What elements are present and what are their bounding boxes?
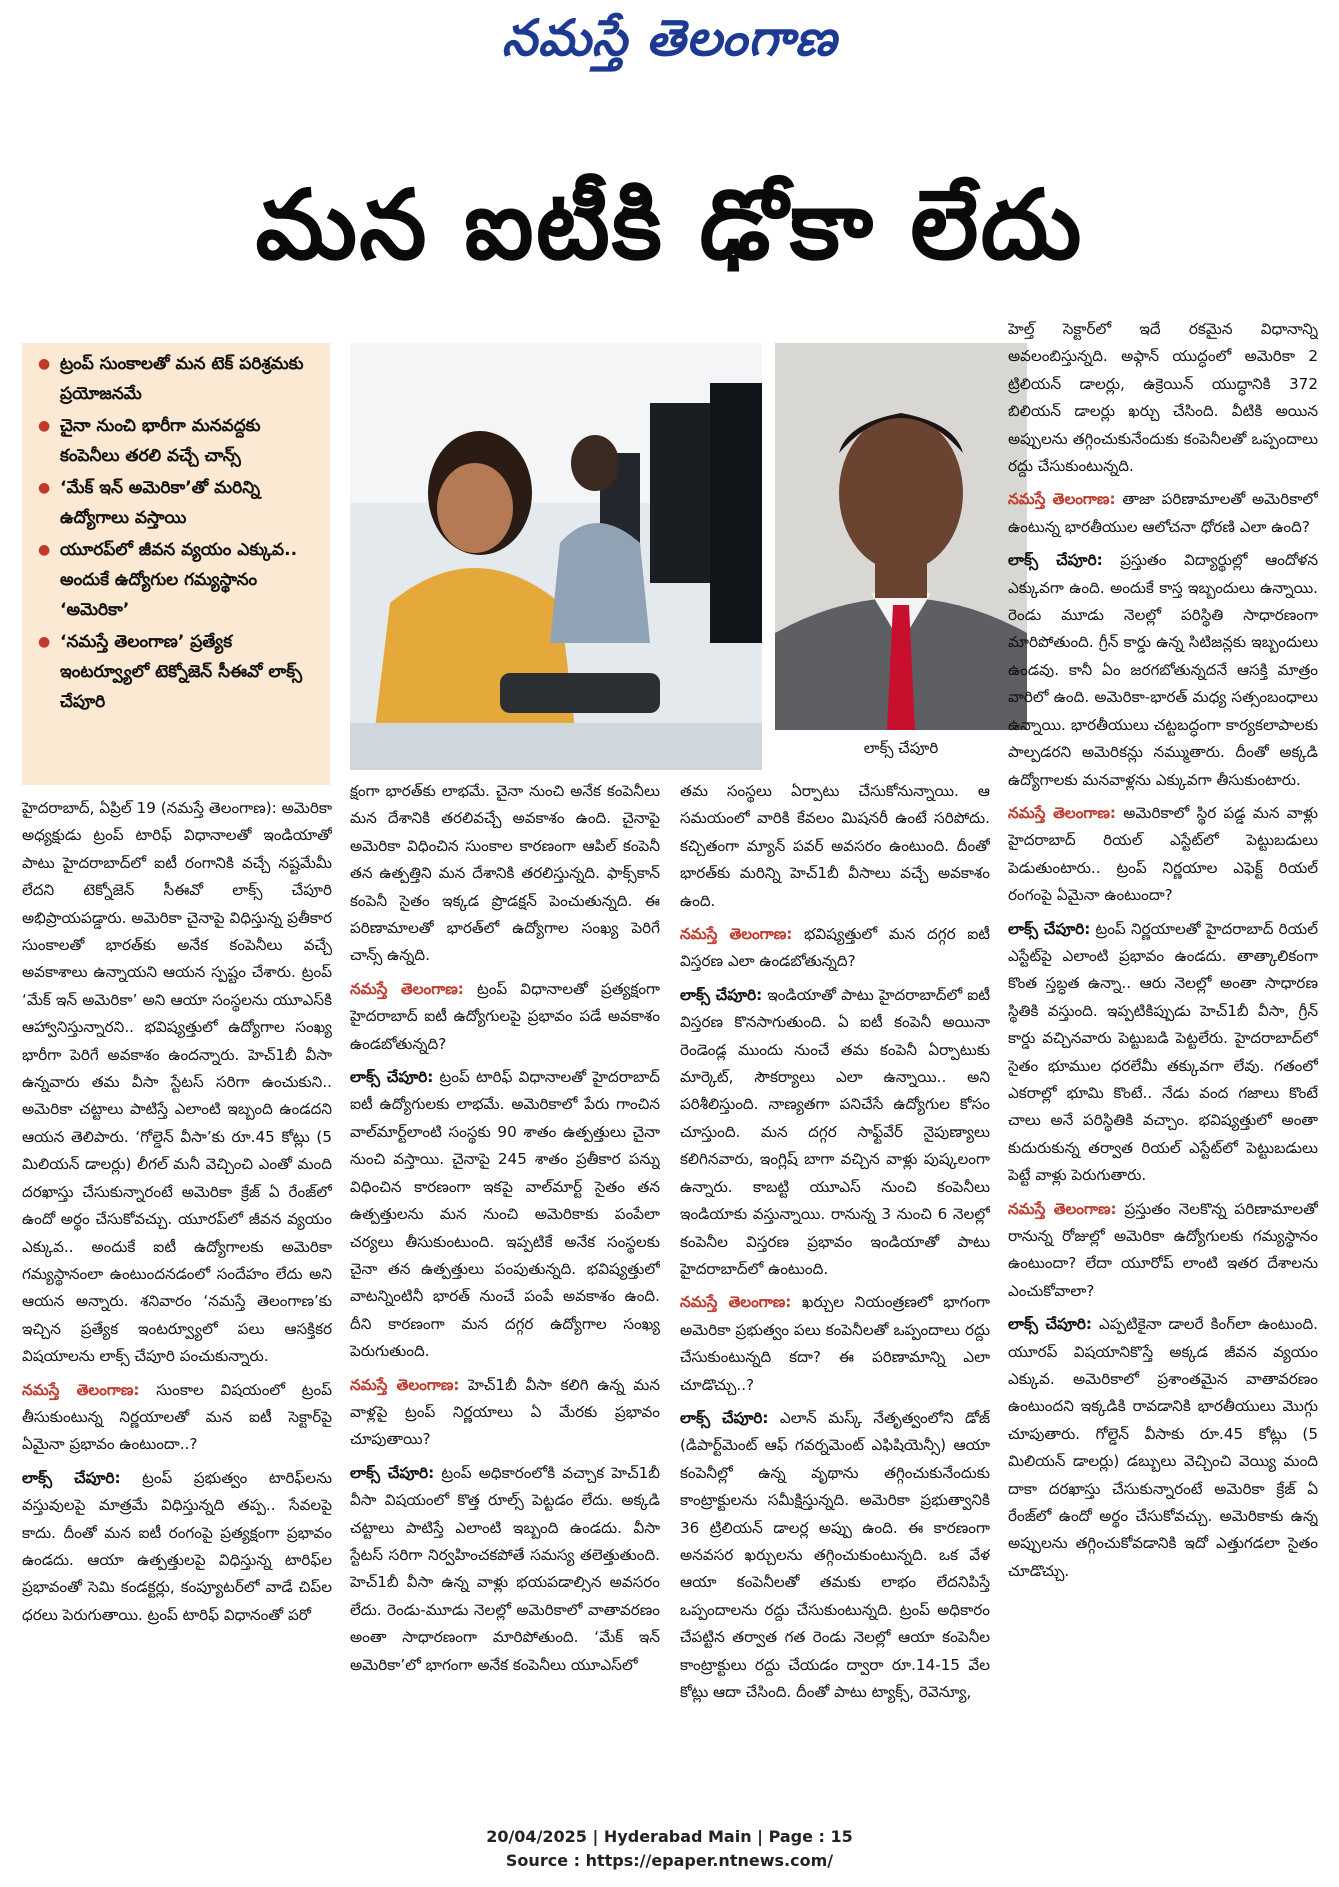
question-label: నమస్తే తెలంగాణ: [1008, 490, 1116, 509]
masthead [0, 8, 1339, 70]
answer-label: లాక్స్ చేపూరి: [350, 1068, 434, 1087]
answer-5 [680, 1405, 990, 1706]
answer-1-cont: క్షంగా భారత్‌కు లాభమే. చైనా నుంచి అనేక కంపెనీలు మన దేశానికి తరలివచ్చే అవకాశం ఉంది. చైనాపై అమెరికా విధించిన సుంకాల కారణంగా ఆపిల్ కంపెనీ తన ఉత్పత్తిని మన దేశానికి తరలిస్తున్నది. ఫాక్స్‌కాన్ కంపెనీ సైతం ఇక్కడ ప్రొడక్షన్ పెంచుతున్నది. ఈ పరిణామాలతో భారత్‌లో ఉద్యోగాల సంఖ్య పెరిగే చాన్స్ ఉన్నది. [350, 782, 660, 965]
answer-label: లాక్స్ చేపూరి: [680, 1408, 769, 1427]
answer-label: లాక్స్ చేపూరి: [1008, 1315, 1093, 1334]
footer-source[interactable]: Source : https://epaper.ntnews.com/ [505, 1851, 834, 1870]
answer-5-cont: హెల్త్ సెక్టార్‌లో ఇదే రకమైన విధానాన్ని అవలంబిస్తున్నది. అఫ్గాన్ యుద్ధంలో అమెరికా 2 ట్రిలియన్ డాలర్లు, ఉక్రెయిన్ యుద్ధానికి 372 బిలియన్ డాలర్లు ఖర్చు చేసింది. వీటికి అయిన అప్పులను తగ్గించుకునేందుకు కంపెనీలతో ఒప్పందాలు రద్దు చేసుకుంటున్నది. [1008, 320, 1318, 476]
question-label: నమస్తే తెలంగాణ: [1008, 1199, 1117, 1218]
footer-date-page: 20/04/2025 | Hyderabad Main | Page : 15 [486, 1827, 853, 1846]
question-text: ఖర్చుల నియంత్రణలో భాగంగా అమెరికా ప్రభుత్వం పలు కంపెనీలతో ఒప్పందాలు రద్దు చేసుకుంటున్నది కదా? ఈ పరిణామాన్ని ఎలా చూడొచ్చు..? [680, 1293, 990, 1394]
answer-text: ట్రంప్ టారిఫ్ విధానాలతో హైదరాబాద్ ఐటీ ఉద్యోగులకు లాభమే. అమెరికాలో పేరు గాంచిన వాల్‌మార్ట్‌లాంటి సంస్థకు 90 శాతం ఉత్పత్తులు చైనా నుంచి వస్తాయి. చైనాపై 245 శాతం ప్రతీకార పన్ను విధించిన కారణంగా ఇకపై వాల్‌మార్ట్ సైతం తన ఉత్పత్తులను మన నుంచి అమెరికాకు పంపేలా చర్యలు తీసుకుంటుంది. ఇప్పటికే అనేక సంస్థలకు చైనా తన ఉత్పత్తులు పంపుతున్నది. భవిష్యత్తులో వాటన్నింటినీ భారత్ నుంచే పంపే అవకాశం ఉంది. దీని కారణంగా మన దగ్గర ఉద్యోగాల సంఖ్య పెరుగుతుంది. [350, 1068, 660, 1361]
answer-text: ట్రంప్ అధికారంలోకి వచ్చాక హెచ్1బీ వీసా విషయంలో కొత్త రూల్స్ పెట్టడం లేదు. అక్కడి చట్టాలు పాటిస్తే ఎలాంటి ఇబ్బంది ఉండదు. వీసా స్టేటస్ సరిగా నిర్వహించకపోతే సమస్య తలెత్తుతుంది. హెచ్1బీ వీసా ఉన్న వాళ్లు భయపడాల్సిన అవసరం లేదు. రెండు-మూడు నెలల్లో అమెరికాలో వాతావరణం అంతా సాధారణంగా మారిపోతుంది. ‘మేక్ ఇన్ అమెరికా’లో భాగంగా అనేక కంపెనీలు యూఎస్‌లో [350, 1463, 660, 1674]
headline: మన ఐటీకి ఢోకా లేదు [255, 169, 1084, 281]
answer-text: ఇండియాతో పాటు హైదరాబాద్‌లో ఐటీ విస్తరణ కొనసాగుతుంది. ఏ ఐటీ కంపెనీ అయినా రెండెండ్ల ముందు నుంచే తమ కంపెనీ ఏర్పాటుకు మార్కెట్, సౌకర్యాలు ఎలా ఉన్నాయి.. అని పరిశీలిస్తుంది. నాణ్యతగా పనిచేసే ఉద్యోగుల కోసం చూస్తుంది. మన దగ్గర సాఫ్ట్‌వేర్ నైపుణ్యాలు కలిగినవారు, ఇంగ్లిష్ బాగా వచ్చిన వాళ్లు పుష్కలంగా ఉన్నారు. కాబట్టి యూఎస్ నుంచి కంపెనీలు ఇండియాకు వస్తున్నాయి. రానున్న 3 నుంచి 6 నెలల్లో కంపెనీల విస్తరణ ప్రభావం ఇండియాతో పాటు హైదరాబాద్‌లో ఉంటుంది. [680, 985, 990, 1278]
answer-label: లాక్స్ చేపూరి: [1008, 919, 1091, 938]
column-3 [680, 778, 990, 1805]
answer-2 [350, 1064, 660, 1365]
answer-3-cont: తమ సంస్థలు ఏర్పాటు చేసుకోనున్నాయి. ఆ సమయంలో వారికి కేవలం మిషనరీ ఉంటే సరిపోదు. కచ్చితంగా మ్యాన్ పవర్ అవసరం ఉంటుంది. దీంతో భారత్‌కు మరిన్ని హెచ్1బీ వీసాలు వచ్చే అవకాశం ఉంది. [680, 782, 990, 910]
highlight-item: ● ‘మేక్ ఇన్ అమెరికా’తో మరిన్ని ఉద్యోగాలు వస్తాయి [34, 473, 320, 533]
question-8 [1008, 1196, 1318, 1306]
highlight-item: ● యూరప్‌లో జీవన వ్యయం ఎక్కువ.. అందుకే ఉద్యోగుల గమ్యస్థానం ‘అమెరికా’ [34, 535, 320, 625]
answer-text: ప్రస్తుతం విద్యార్థుల్లో ఆందోళన ఎక్కువగా ఉంది. అందుకే కాస్త ఇబ్బందులు ఉన్నాయి. రెండు మూడు నెలల్లో పరిస్థితి సాధారణంగా మారిపోతుంది. గ్రీన్ కార్డు ఉన్న సిటిజన్లకు ఇబ్బందులు ఉండవు. కానీ ఏం జరగబోతున్నదనే ఆసక్తి మాత్రం వారిలో ఉంది. అమెరికా-భారత్ మధ్య సత్సంబంధాలు ఉన్నాయి. భారతీయులు చట్టబద్ధంగా కార్యకలాపాలకు పాల్పడరని అమెరికన్లు నమ్ముతారు. దీంతో అక్కడి ఉద్యోగాలకు మనవాళ్లను ఎక్కువగా తీసుకుంటారు. [1008, 551, 1318, 789]
question-label: నమస్తే తెలంగాణ: [22, 1380, 140, 1399]
answer-text: ట్రంప్ నిర్ణయాలతో హైదరాబాద్ రియల్ ఎస్టేట్‌పై ఎలాంటి ప్రభావం ఉండదు. తాత్కాలికంగా కొంత స్తబ్ధత ఉన్నా.. ఆరు నెలల్లో అంతా సాధారణ స్థితికి వస్తుంది. ఇప్పటికిప్పుడు హెచ్1బీ వీసా, గ్రీన్ కార్డు వచ్చినవారు పెట్టుబడి పెట్టలేరు. హైదరాబాద్‌లో సైతం భూముల ధరలేమీ తక్కువగా లేవు. గతంలో ఎకరాల్లో భూమి కొంటే.. నేడు వంద గజాలు కొంటే చాలు అనే పరిస్థితికి వచ్చాం. భవిష్యత్తులో అంతా కుదురుకున్న తర్వాత రియల్ ఎస్టేట్‌లో పెట్టుబడులు పెట్టే వాళ్లు పెరుగుతారు. [1008, 919, 1318, 1185]
masthead-logo: నమస్తే తెలంగాణ [501, 8, 838, 67]
highlight-item: ● చైనా నుంచి భారీగా మనవద్దకు కంపెనీలు తరలి వచ్చే చాన్స్ [34, 411, 320, 471]
question-text: ట్రంప్ విధానాలతో ప్రత్యక్షంగా హైదరాబాద్ ఐటీ ఉద్యోగులపై ప్రభావం పడే అవకాశం ఉండబోతున్నది? [350, 979, 660, 1053]
question-text: అమెరికాలో స్థిర పడ్డ మన వాళ్లు హైదరాబాద్ రియల్ ఎస్టేట్‌లో పెట్టుబడులు పెడుతుంటారు.. ట్రంప్ నిర్ణయాల ఎఫెక్ట్ రియల్ రంగంపై ఏమైనా ఉంటుందా? [1008, 803, 1318, 905]
question-2 [350, 976, 660, 1058]
question-label: నమస్తే తెలంగాణ: [350, 979, 464, 998]
answer-text: ఎప్పటికైనా డాలరే కింగ్‌లా ఉంటుంది. యూరప్ విషయానికొస్తే అక్కడ జీవన వ్యయం ఎక్కువ. అమెరికాలో ప్రశాంతమైన వాతావరణం ఉంటుందని ఇక్కడికి రావడానికి భారతీయులు మొగ్గు చూపుతారు. గోల్డెన్ వీసాకు రూ.45 కోట్లు (5 మిలియన్ డాలర్లు) డబ్బులు వెచ్చించి వెయ్యి మంది దాకా దరఖాస్తు చేసుకున్నారంటే అమెరికా క్రేజ్ ఏ రేంజ్‌లో ఉందో అర్థం చేసుకోవచ్చు. అమెరికాకు ఉన్న అప్పులను తగ్గించుకోవడానికి ఇదో ఎత్తుగడలా సైతం చూడొచ్చు. [1008, 1315, 1318, 1580]
question-4 [680, 921, 990, 976]
answer-6 [1008, 547, 1318, 794]
question-6 [1008, 486, 1318, 541]
answer-4 [680, 982, 990, 1283]
question-text: హెచ్1బీ వీసా కలిగి ఉన్న మన వాళ్లపై ట్రంప్ నిర్ణయాలు ఏ మేరకు ప్రభావం చూపుతాయి? [350, 1375, 660, 1449]
article-intro: హైదరాబాద్, ఏప్రిల్ 19 (నమస్తే తెలంగాణ): అమెరికా అధ్యక్షుడు ట్రంప్ టారిఫ్ విధానాలతో ఇండియాతో పాటు హైదరాబాద్‌లో ఐటీ రంగానికి వచ్చే నష్టమేమీ లేదని టెక్నోజెన్ సీఈవో లాక్స్ చేపూరి అభిప్రాయపడ్డారు. అమెరికా చైనాపై విధిస్తున్న ప్రతీకార సుంకాలతో భారత్‌కు అనేక కంపెనీలు వచ్చే అవకాశాలు ఉన్నాయని ఆయన స్పష్టం చేశారు. ట్రంప్ ‘మేక్ ఇన్ అమెరికా’ అని ఆయా సంస్థలను యూఎస్‌కి ఆహ్వానిస్తున్నారని.. భవిష్యత్తులో ఉద్యోగాల సంఖ్య భారీగా పెరిగే అవకాశం ఉందన్నారు. హెచ్1బీ వీసా ఉన్నవారు తమ వీసా స్టేటస్ సరిగా ఉంచుకుని.. అమెరికా చట్టాలు పాటిస్తే ఎలాంటి ఇబ్బంది ఉండదని ఆయన తెలిపారు. ‘గోల్డెన్ వీసా’కు రూ.45 కోట్లు (5 మిలియన్ డాలర్లు) లీగల్ మనీ వెచ్చించి ఎంతో మంది దరఖాస్తు చేసుకున్నారంటే అమెరికా క్రేజ్ ఏ రేంజ్‌లో ఉందో అర్థం చేసుకోవచ్చు. యూరప్‌లో జీవన వ్యయం ఎక్కువ.. అందుకే ఐటీ ఉద్యోగాలకు అమెరికా గమ్యస్థానంలా ఉంటుందనడంలో సందేహం లేదు అని ఆయన అన్నారు. శనివారం ‘నమస్తే తెలంగాణ’కు ఇచ్చిన ప్రత్యేక ఇంటర్వ్యూలో పలు ఆసక్తికర విషయాలను లాక్స్ చేపూరి పంచుకున్నారు. [22, 799, 332, 1366]
question-3 [350, 1372, 660, 1454]
question-label: నమస్తే తెలంగాణ: [1008, 803, 1117, 822]
portrait-illustration [775, 343, 1027, 730]
answer-1 [22, 1465, 332, 1629]
column-2 [350, 778, 660, 1805]
answer-label: లాక్స్ చేపూరి: [1008, 551, 1103, 570]
answer-8 [1008, 1311, 1318, 1585]
question-text: సుంకాల విషయంలో ట్రంప్ తీసుకుంటున్న నిర్ణయాలతో మన ఐటీ సెక్టార్‌పై ఏమైనా ప్రభావం ఉంటుందా..? [22, 1380, 332, 1454]
column-4 [1008, 316, 1318, 1805]
answer-label: లాక్స్ చేపూరి: [680, 985, 763, 1004]
question-text: తాజా పరిణామాలతో అమెరికాలో ఉంటున్న భారతీయుల ఆలోచనా ధోరణి ఎలా ఉంది? [1008, 490, 1318, 536]
answer-label: లాక్స్ చేపూరి: [350, 1463, 435, 1482]
question-5 [680, 1289, 990, 1399]
answer-3 [350, 1460, 660, 1679]
answer-text: ట్రంప్ ప్రభుత్వం టారిఫ్‌లను వస్తువులపై మాత్రమే విధిస్తున్నది తప్ప.. సేవలపై కాదు. దీంతో మన ఐటీ రంగంపై ప్రత్యక్షంగా ప్రభావం ఉండదు. ఆయా ఉత్పత్తులపై విధిస్తున్న టారిఫ్‌ల ప్రభావంతో సెమి కండక్టర్లు, కంప్యూటర్‌లో వాడే చిప్‌ల ధరలు పెరుగుతాయి. ట్రంప్ టారిఫ్ విధానంతో పరో [22, 1468, 332, 1624]
column-1 [22, 795, 332, 1805]
photo-caption: లాక్స్ చేపూరి [775, 730, 1027, 766]
question-7 [1008, 800, 1318, 910]
portrait-photo [775, 343, 1027, 730]
question-1 [22, 1377, 332, 1459]
answer-7 [1008, 916, 1318, 1190]
question-label: నమస్తే తెలంగాణ: [680, 925, 793, 944]
answer-text: ఎలాన్ మస్క్ నేతృత్వంలోని డోజ్ (డిపార్ట్‌మెంట్ ఆఫ్ గవర్నమెంట్ ఎఫిషియెన్సీ) ఆయా కంపెనీల్లో ఉన్న వృథాను తగ్గించుకునేందుకు కాంట్రాక్టులను సమీక్షిస్తున్నది. అమెరికా ప్రభుత్వానికి 36 ట్రిలియన్ డాలర్ల అప్పు ఉంది. ఈ కారణంగా అనవసర ఖర్చులను తగ్గించుకుంటున్నది. ఒక వేళ ఆయా కంపెనీలతో తమకు లాభం లేదనిపిస్తే ఒప్పందాలను రద్దు చేసుకుంటున్నది. ట్రంప్ అధికారం చేపట్టిన తర్వాత గత రెండు నెలల్లో ఆయా కంపెనీల కాంట్రాక్టులు రద్దు చేయడం ద్వారా రూ.14-15 వేల కోట్లు ఆదా చేసింది. దీంతో పాటు ట్యాక్స్, రెవెన్యూ, [680, 1408, 990, 1701]
highlight-item: ● ‘నమస్తే తెలంగాణ’ ప్రత్యేక ఇంటర్వ్యూలో టెక్నోజెన్ సీఈవో లాక్స్ చేపూరి [34, 627, 320, 717]
highlights-box [22, 343, 330, 785]
question-text: భవిష్యత్తులో మన దగ్గర ఐటీ విస్తరణ ఎలా ఉండబోతున్నది? [680, 925, 990, 971]
question-text: ప్రస్తుతం నెలకొన్న పరిణామాలతో రానున్న రోజుల్లో అమెరికా ఉద్యోగులకు గమ్యస్థానం ఉంటుందా? లేదా యూరోప్ లాంటి ఇతర దేశాలను ఎంచుకోవాలా? [1008, 1199, 1318, 1300]
highlight-item: ● ట్రంప్ సుంకాలతో మన టెక్ పరిశ్రమకు ప్రయోజనమే [34, 349, 320, 409]
question-label: నమస్తే తెలంగాణ: [680, 1293, 792, 1312]
answer-label: లాక్స్ చేపూరి: [22, 1468, 121, 1487]
office-photo-illustration [350, 343, 762, 770]
question-label: నమస్తే తెలంగాణ: [350, 1375, 460, 1394]
office-photo [350, 343, 762, 770]
